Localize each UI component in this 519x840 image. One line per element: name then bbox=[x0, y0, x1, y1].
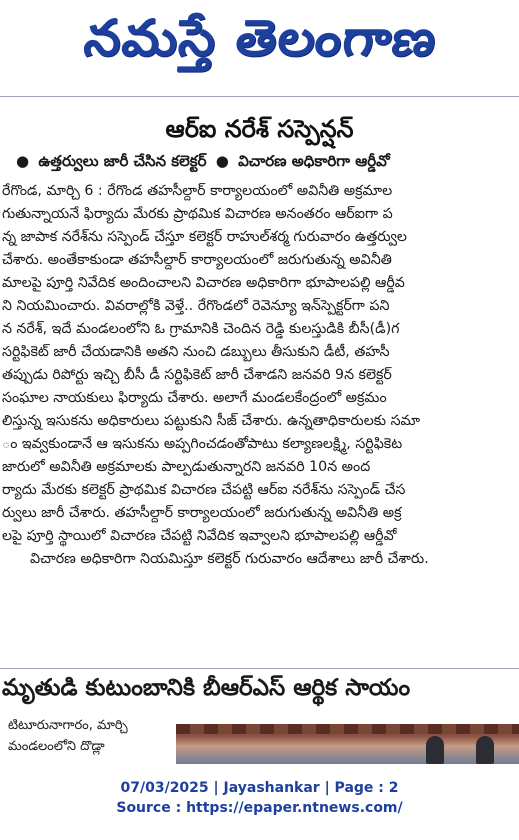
section-divider bbox=[0, 668, 519, 669]
subhead-rdo-inquiry: విచారణ అధికారిగా ఆర్డీవో bbox=[238, 152, 390, 170]
article-line: సర్టిఫికెట్ జారీ చేయడానికి అతని నుంచి డబ్బులు తీసుకుని డీటీ, తహసీ bbox=[2, 344, 390, 360]
article-line: ర్యాదు మేరకు కలెక్టర్ ప్రాథమిక విచారణ చేపట్టి ఆర్ఐ నరేశ్‌ను సస్పెండ్ చేస bbox=[2, 482, 406, 498]
second-article-line: టిటూరునాగారం, మార్చి bbox=[8, 718, 128, 733]
photo-roof bbox=[176, 724, 519, 734]
article-line: విచారణ అధికారిగా నియమిస్తూ కలెక్టర్ గురువారం ఆదేశాలు జారీ చేశారు. bbox=[30, 551, 429, 567]
second-article-body bbox=[8, 715, 168, 755]
article-line: న నరేశ్, ఇదే మండలంలోని ఓ గ్రామానికి చెందిన రెడ్డి కులస్తుడికి బీసీ(డీ)గ bbox=[2, 321, 400, 337]
masthead-title: నమస్తే తెలంగాణ bbox=[80, 8, 440, 67]
article-line: చేశారు. అంతేకాకుండా తహసీల్దార్ కార్యాలయంలో జరుగుతున్న అవినీతి bbox=[2, 252, 392, 268]
second-article-headline: మృతుడి కుటుంబానికి బీఆర్ఎస్ ఆర్థిక సాయం bbox=[2, 675, 411, 701]
article-line: తప్పుడు రిపోర్టు ఇచ్చి బీసీ డీ సర్టిఫికెట్ జారీ చేశాడని జనవరి 9న కలెక్టర్ bbox=[2, 367, 392, 383]
footer-source-line: Source : https://epaper.ntnews.com/ bbox=[116, 800, 403, 816]
article-line: మాలపై పూర్తి నివేదిక అందించాలని విచారణ అధికారిగా భూపాలపల్లి ఆర్డీవ bbox=[2, 275, 405, 291]
photo-person bbox=[426, 736, 444, 764]
article-line: న్న జాపాక నరేశ్‌ను సస్పెండ్ చేస్తూ కలెక్టర్ రాహుల్‌శర్మ గురువారం ఉత్తర్వుల bbox=[2, 229, 407, 245]
article-subheads bbox=[12, 152, 519, 174]
article-line: లపై పూర్తి స్థాయిలో విచారణ చేపట్టి నివేదిక ఇవ్వాలని భూపాలపల్లి ఆర్డీవో bbox=[2, 528, 397, 544]
article-line: జారులో అవినీతి అక్రమాలకు పాల్పడుతున్నారని జనవరి 10న అంద bbox=[2, 459, 371, 475]
subhead-collector-orders: ఉత్తర్వులు జారీ చేసిన కలెక్టర్ bbox=[38, 152, 207, 170]
article-headline: ఆర్ఐ నరేశ్ సస్పెన్షన్ bbox=[165, 115, 354, 143]
photo-person bbox=[476, 736, 494, 764]
source-footer bbox=[0, 770, 519, 840]
article-line: ం ఇవ్వకుండానే ఆ ఇసుకను అప్పగించడంతోపాటు కల్యాణలక్ష్మి, సర్టిఫికెట bbox=[2, 436, 403, 452]
bullet-icon: ● bbox=[215, 152, 229, 170]
masthead-divider bbox=[0, 96, 519, 97]
masthead bbox=[0, 0, 519, 88]
article-line: ర్వులు జారీ చేశారు. తహసీల్దార్ కార్యాలయంలో జరుగుతున్న అవినీతి అక్ర bbox=[2, 505, 402, 521]
news-photo bbox=[176, 724, 519, 764]
article-line: రేగొండ, మార్చి 6 : రేగొండ తహసీల్దార్ కార్యాలయంలో అవినీతి అక్రమాల bbox=[2, 183, 393, 199]
article-line: ని నియమించారు. వివరాల్లోకి వెళ్తే.. రేగొండలో రెవెన్యూ ఇన్‌స్పెక్టర్‌గా పని bbox=[2, 298, 390, 314]
bullet-icon: ● bbox=[16, 152, 30, 170]
footer-date-line: 07/03/2025 | Jayashankar | Page : 2 bbox=[120, 780, 399, 796]
second-article-line: మండలంలోని దొడ్లా bbox=[8, 739, 105, 754]
article-line: సంఘాల నాయకులు ఫిర్యాదు చేశారు. అలాగే మండలకేంద్రంలో అక్రమం bbox=[2, 390, 387, 406]
article-line: గుతున్నాయనే ఫిర్యాదు మేరకు ప్రాథమిక విచారణ అనంతరం ఆర్ఐగా ప bbox=[2, 206, 393, 222]
article-body bbox=[0, 180, 519, 571]
article-line: లిస్తున్న ఇసుకను అధికారులు పట్టుకుని సీజ్ చేశారు. ఉన్నతాధికారులకు సమా bbox=[2, 413, 421, 429]
